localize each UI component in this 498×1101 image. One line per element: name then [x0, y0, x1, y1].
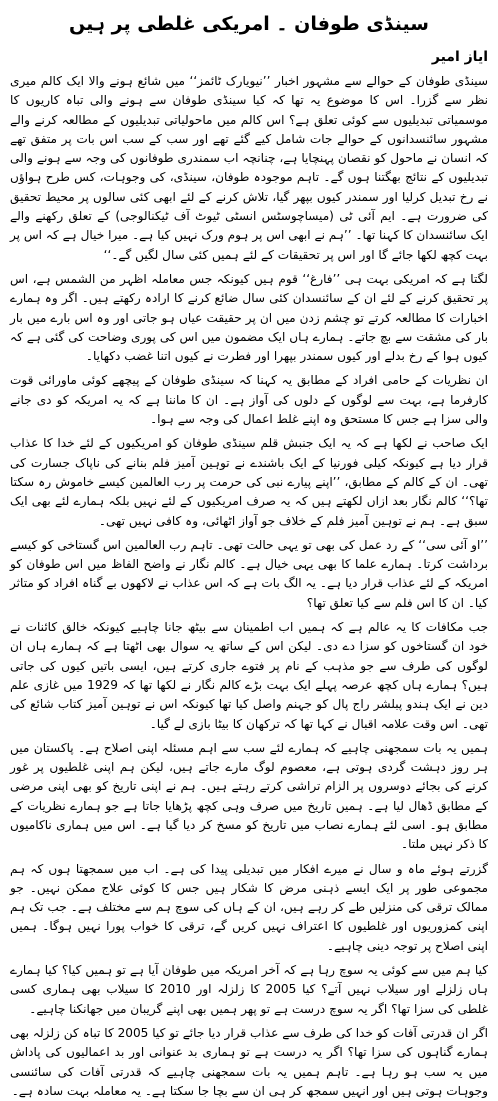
article-byline: ایاز امیر	[431, 49, 488, 65]
article-paragraph: ان نظریات کے حامی افراد کے مطابق یہ کہنا کہ سینڈی طوفان کے پیچھے کوئی ماورائی قوت کارفرما ہے، بہت سے لوگوں کے دلوں کی آواز ہے۔ ان کا ماننا ہے کہ یہ امریکہ کو دی جانے والی سزا ہے جس کا مستحق وہ اپنے غلط اعمال کی وجہ سے ہوا۔	[10, 373, 488, 427]
article-paragraph: لگتا ہے کہ امریکی بہت ہی ’’فارغ‘‘ قوم ہیں کیونکہ جس معاملہ اظہر من الشمس ہے، اس پر تحقیق کرنے کے لئے ان کے سائنسدان کئی سال ضائع کرنے کا ارادہ رکھتے ہیں۔ اگر وہ ہمارے اخبارات کا مطالعہ کرتے تو چشم زدن میں ان پر حقیقت عیاں ہو جاتی اور وہ اس بارے میں بار بار کی مشقت سے بچ جاتے۔ ہمارے ہاں ایک مضمون میں اس کی پوری وضاحت کی گئی ہے کہ کیوں ہوا کے رخ بدلے اور کیوں سمندر بپھرا اور فطرت نے کیوں اتنا غضب دکھایا۔	[10, 271, 488, 364]
article-paragraph: ’’او آئی سی‘‘ کے رد عمل کی بھی تو یہی حالت تھی۔ تاہم رب العالمین اس گستاخی کو کیسے برداشت کرتا۔ ہمارے علما کا بھی یہی خیال ہے۔ کالم نگار نے واضح الفاظ میں اس طوفان کو امریکہ کے لئے عذاب قرار دیا ہے۔ یہ الگ بات ہے کہ اس عذاب نے لاکھوں بے گناہ افراد کو متاثر کیا۔ ان کا اس فلم سے کیا تعلق تھا؟	[10, 537, 488, 610]
article-headline: سینڈی طوفان ۔ امریکی غلطی پر ہیں	[69, 13, 429, 35]
article-paragraph: ایک صاحب نے لکھا ہے کہ یہ ایک جنبش قلم سینڈی طوفان کو امریکیوں کے لئے خدا کا عذاب قرار دیا ہے کیونکہ کیلی فورنیا کے ایک باشندے نے توہین آمیز فلم بنانے کی ناپاک جسارت کی تھی۔ ان کے کالم کے مطابق، ’’اپنے پیارے نبی کی حرمت پر رب العالمین کیسے خاموش رہ سکتا تھا؟‘‘ کالم نگار بعد ازاں لکھتے ہیں کہ یہ صرف امریکیوں کے لئے نہیں بلکہ ہمارے لئے بھی ایک سبق ہے۔ ہم نے توہین آمیز فلم کے خلاف جو آواز اٹھائی، وہ کافی نہیں تھی۔	[10, 436, 488, 528]
article-body	[10, 72, 488, 1101]
article-paragraph: اگر ان قدرتی آفات کو خدا کی طرف سے عذاب قرار دیا جائے تو کیا 2005 کا تباہ کن زلزلہ بھی ہمارے گناہوں کی سزا تھا؟ اگر یہ درست ہے تو ہماری بد عنوانی اور بد اعمالیوں کی پاداش میں یہ سب ہو رہا ہے۔ تاہم ہمیں یہ بات سمجھنی چاہیے کہ قدرتی آفات کی سائنسی وجوہات ہوتی ہیں اور انہیں سمجھ کر ہی ان سے بچا جا سکتا ہے۔ یہ معاملہ بہت سادہ ہے۔	[10, 1025, 488, 1098]
article-paragraph: سینڈی طوفان کے حوالے سے مشہور اخبار ’’نیویارک ٹائمز‘‘ میں شائع ہونے والا ایک کالم میری نظر سے گزرا۔ اس کا موضوع یہ تھا کہ کیا سینڈی طوفان سے ہونے والی تباہ کاریوں کا موسمیاتی تبدیلیوں سے کوئی تعلق ہے؟ اس کالم میں ماحولیاتی تبدیلیوں کے مطالعہ کرنے والے مشہور سائنسدانوں کے حوالے جات شامل کیے گئے تھے اور سب کے سب اس بات پر متفق تھے کہ انسان نے ماحول کو نقصان پہنچایا ہے، چنانچہ اب سمندری طوفانوں کی وجہ سے ہونے والی تبدیلیوں کے نتائج بھگتنا ہوں گے۔ تاہم موجودہ طوفان، سینڈی، کی وجوہات، کس طرح ہواؤں نے رخ تبدیل کرلیا اور سمندر کیوں بپھر گیا، تلاش کرنے کے لئے ابھی کئی سالوں پر محیط تحقیق کی ضرورت ہے۔ ایم آئی ٹی (میساچوسٹس انسٹی ٹیوٹ آف ٹیکنالوجی) کے تعلق رکھنے والے ایک سائنسدان کا کہنا تھا۔ ’’ہم نے ابھی اس پر ہوم ورک نہیں کیا ہے۔ میرا خیال ہے کہ اس پر بہت کچھ لکھا جائے گا اور اس پر تحقیقات کے لئے ہمیں کئی سال لگیں گے۔‘‘	[10, 74, 488, 262]
article-paragraph: ہمیں یہ بات سمجھنی چاہیے کہ ہمارے لئے سب سے اہم مسئلہ اپنی اصلاح ہے۔ پاکستان میں ہر روز دہشت گردی ہوتی ہے، معصوم لوگ مارے جاتے ہیں، لیکن ہم اپنی غلطیوں پر غور کرنے کی بجائے دوسروں پر الزام تراشی کرتے رہتے ہیں۔ ہم نے اپنی تاریخ کو بھی اپنی مرضی کے مطابق ڈھال لیا ہے۔ ہمیں تاریخ میں صرف وہی کچھ پڑھایا جاتا ہے جو ہمارے نظریات کے مطابق ہو۔ اسی لئے ہمارے نصاب میں تاریخ کو مسخ کر دیا گیا ہے۔ اس میں ہماری ناکامیوں کا ذکر نہیں ملتا۔	[10, 740, 488, 852]
article-paragraph: کیا ہم میں سے کوئی یہ سوچ رہا ہے کہ آخر امریکہ میں طوفان آیا ہے تو ہمیں کیا؟ کیا ہمارے ہاں زلزلے اور سیلاب نہیں آتے؟ کیا 2005 کا زلزلہ اور 2010 کا سیلاب بھی ہماری کسی غلطی کی سزا تھا؟ اگر یہ سوچ درست ہے تو پھر ہمیں بھی اپنے گریبان میں جھانکنا چاہیے۔	[10, 963, 488, 1016]
article-paragraph: گزرتے ہوئے ماہ و سال نے میرے افکار میں تبدیلی پیدا کی ہے۔ اب میں سمجھتا ہوں کہ ہم مجموعی طور پر ایک ایسے ذہنی مرض کا شکار ہیں جس کا کوئی علاج ممکن نہیں۔ جو ممالک ترقی کی منزلیں طے کر رہے ہیں، ان کے ہاں کی سوچ ہم سے مختلف ہے۔ جب تک ہم اپنی کمزوریوں اور غلطیوں کا اعتراف نہیں کریں گے، ترقی کا خواب پورا نہیں ہوگا۔ ہمیں اپنی اصلاح پر توجہ دینی چاہیے۔	[10, 861, 488, 953]
article-paragraph: جب مکافات کا یہ عالم ہے کہ ہمیں اب اطمینان سے بیٹھ جانا چاہیے کیونکہ خالق کائنات نے خود ان گستاخوں کو سزا دے دی۔ لیکن اس کے ساتھ یہ سوال بھی اٹھتا ہے کہ ہمارے ہاں ان لوگوں کی طرف سے جو مذہب کے نام پر فتوے جاری کرتے ہیں، ایسی باتیں کیوں کی جاتی ہیں؟ ہمارے ہاں کچھ عرصہ پہلے ایک بہت بڑے کالم نگار نے لکھا تھا کہ 1929 میں غازی علم دین نے ایک ہندو پبلشر راج پال کو جہنم واصل کیا تھا کیونکہ اس نے توہین آمیز کتاب شائع کی تھی۔ اس وقت علامہ اقبال نے کہا تھا کہ ترکھان کا بیٹا بازی لے گیا۔	[10, 620, 488, 731]
